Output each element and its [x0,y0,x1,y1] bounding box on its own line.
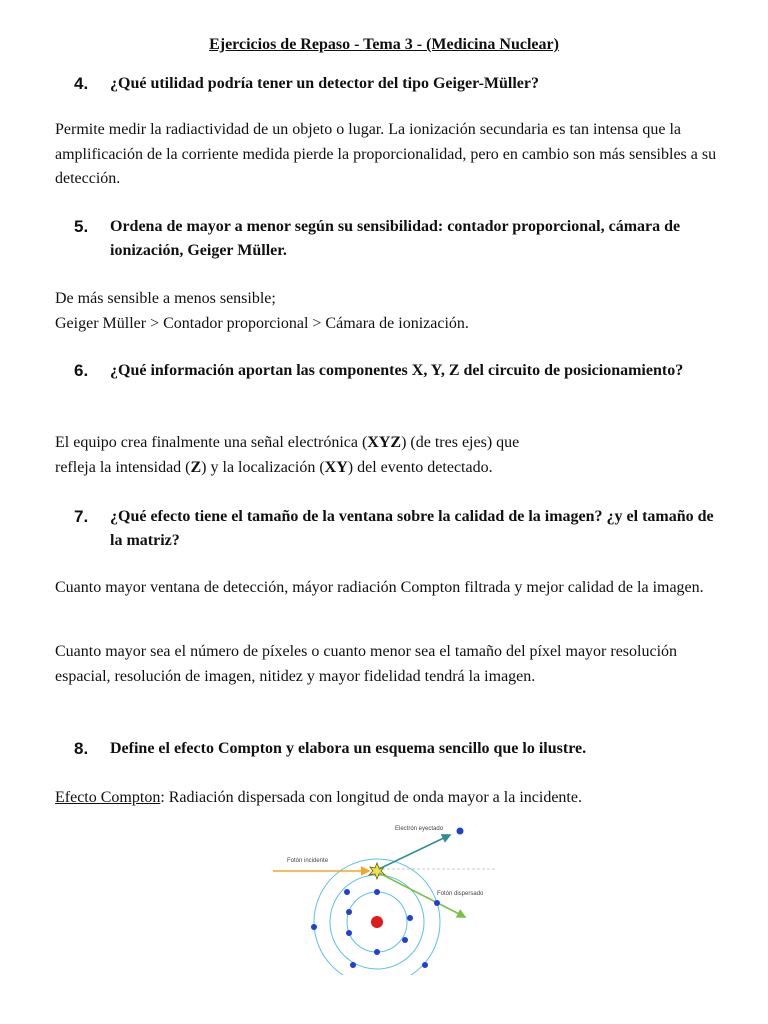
document-title: Ejercicios de Repaso - Tema 3 - (Medicina Nuclear) [209,36,559,53]
question-text: Ordena de mayor a menor según su sensibilidad: contador proporcional, cámara de ionización, Geiger Müller. [110,218,681,259]
question-5 [74,215,724,263]
answer-6-text: ) del evento detectado. [347,458,493,476]
electron [350,962,356,968]
answer-6-text: El equipo crea finalmente una señal electrónica ( [55,434,368,451]
question-text: Define el efecto Compton y elabora un esquema sencillo que lo ilustre. [110,740,587,757]
answer-7-paragraph-1: Cuanto mayor ventana de detección, máyor radiación Compton filtrada y mejor calidad de la imagen. [55,579,704,596]
ejected-electron-arrow [379,835,450,869]
question-number: 4. [74,74,89,93]
answer-5-line-1: De más sensible a menos sensible; [55,290,276,307]
answer-5-line-2: Geiger Müller > Contador proporcional > Cámara de ionización. [55,314,469,332]
question-text: ¿Qué efecto tiene el tamaño de la ventana sobre la calidad de la imagen? ¿y el tamaño de la matriz? [110,508,714,549]
answer-7-paragraph-2: Cuanto mayor sea el número de píxeles o cuanto menor sea el tamaño del píxel mayor resolución espacial, resolución de imagen, nitidez y mayor fidelidad tendrá la imagen. [55,643,678,685]
ejected-electron [457,828,464,835]
electron [311,924,317,930]
answer-4: Permite medir la radiactividad de un objeto o lugar. La ionización secundaria es tan intensa que la amplificación de la corriente medida pierde la proporcionalidad, pero en cambio son más sensibles a su detección. [55,121,717,187]
label-incident-photon: Fotón incidente [287,858,329,864]
label-ejected-electron: Electrón eyectado [395,826,444,832]
electron [407,915,413,921]
question-number: 7. [74,507,89,526]
electron [422,962,428,968]
answer-6-xy: XY [324,458,348,476]
electron [344,889,350,895]
question-4 [74,72,724,96]
answer-6-text: ) y la localización ( [201,458,325,476]
label-scattered-photon: Fotón dispersado [437,891,484,897]
question-7 [74,505,724,553]
answer-5 [55,287,725,336]
answer-6-xyz: XYZ [367,434,402,451]
compton-effect-diagram [265,815,505,975]
electron [346,930,352,936]
question-number: 8. [74,739,89,758]
question-number: 5. [74,217,89,236]
electron [434,900,440,906]
electron [402,937,408,943]
nucleus [371,916,383,928]
electron [374,949,380,955]
question-text: ¿Qué información aportan las componentes X, Y, Z del circuito de posicionamiento? [110,362,684,379]
answer-6-line-1 [55,431,725,456]
question-number: 6. [74,361,89,380]
answer-8 [55,786,725,811]
answer-6-z: Z [190,458,202,476]
answer-6-line-2 [55,456,725,481]
answer-6-text: ) (de tres ejes) que [401,434,520,451]
question-6 [74,359,724,383]
electron [346,909,352,915]
question-8 [74,737,724,761]
compton-definition: : Radiación dispersada con longitud de onda mayor a la incidente. [160,789,582,806]
question-text: ¿Qué utilidad podría tener un detector del tipo Geiger-Müller? [110,75,539,92]
answer-6-text: refleja la intensidad ( [55,458,191,476]
answer-6 [55,431,725,480]
electron [374,889,380,895]
compton-term: Efecto Compton [55,789,161,806]
collision-star [369,863,385,879]
